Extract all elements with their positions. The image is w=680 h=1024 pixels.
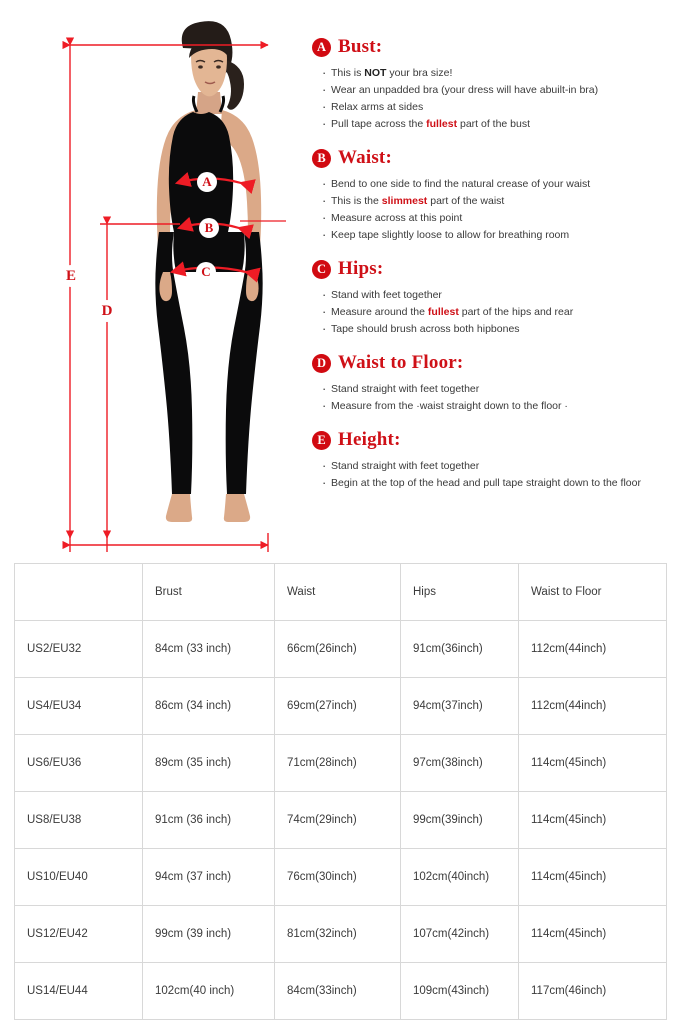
instruction-items	[312, 287, 672, 338]
measurement-cell: 76cm(30inch)	[275, 849, 401, 906]
instruction-item: · This is NOT your bra size!	[322, 65, 672, 82]
table-header-row	[15, 564, 667, 621]
table-header-cell	[15, 564, 143, 621]
instruction-item: · Keep tape slightly loose to allow for breathing room	[322, 227, 672, 244]
measurement-cell: 114cm(45inch)	[519, 849, 667, 906]
instruction-heading	[312, 258, 672, 280]
measurement-cell: 84cm (33 inch)	[143, 621, 275, 678]
measurement-cell: 102cm(40 inch)	[143, 963, 275, 1020]
measurement-cell: 74cm(29inch)	[275, 792, 401, 849]
table-header-cell: Hips	[401, 564, 519, 621]
instruction-block-e	[312, 429, 672, 492]
table-row	[15, 621, 667, 678]
measurement-cell: 86cm (34 inch)	[143, 678, 275, 735]
measurement-cell: 99cm (39 inch)	[143, 906, 275, 963]
table-row	[15, 906, 667, 963]
instruction-title: Waist:	[338, 147, 392, 168]
table-row	[15, 849, 667, 906]
instruction-items	[312, 176, 672, 244]
instruction-heading	[312, 429, 672, 451]
measurement-cell: 107cm(42inch)	[401, 906, 519, 963]
instruction-item: · Pull tape across the fullest part of the bust	[322, 116, 672, 133]
measurement-cell: 114cm(45inch)	[519, 735, 667, 792]
size-chart-table	[14, 563, 667, 1020]
instruction-item: · Tape should brush across both hipbones	[322, 321, 672, 338]
figure-marker-e: E	[60, 265, 82, 287]
instruction-block-a	[312, 36, 672, 133]
bottom-width-bracket	[70, 533, 268, 552]
size-chart-body	[15, 621, 667, 1020]
table-row	[15, 678, 667, 735]
instruction-item: · Measure around the fullest part of the hips and rear	[322, 304, 672, 321]
measurement-cell: 69cm(27inch)	[275, 678, 401, 735]
instructions-list	[312, 36, 672, 506]
measurement-cell: 94cm (37 inch)	[143, 849, 275, 906]
size-chart-table-wrapper	[14, 563, 666, 1020]
instruction-item: · Begin at the top of the head and pull tape straight down to the floor	[322, 475, 672, 492]
measurement-cell: 94cm(37inch)	[401, 678, 519, 735]
size-label-cell: US12/EU42	[15, 906, 143, 963]
measurement-cell: 97cm(38inch)	[401, 735, 519, 792]
table-row	[15, 792, 667, 849]
instruction-item: · Wear an unpadded bra (your dress will have abuilt-in bra)	[322, 82, 672, 99]
instruction-items	[312, 381, 672, 415]
instruction-badge-icon: D	[312, 354, 331, 373]
figure-marker-a: A	[197, 172, 217, 192]
measurement-cell: 109cm(43inch)	[401, 963, 519, 1020]
figure-marker-b: B	[199, 218, 219, 238]
instruction-item: · Measure from the ·waist straight down to the floor ·	[322, 398, 672, 415]
instruction-title: Height:	[338, 429, 401, 450]
table-row	[15, 735, 667, 792]
instruction-block-d	[312, 352, 672, 415]
instruction-block-c	[312, 258, 672, 338]
table-row	[15, 963, 667, 1020]
instruction-badge-icon: C	[312, 260, 331, 279]
measurement-cell: 66cm(26inch)	[275, 621, 401, 678]
instruction-heading	[312, 36, 672, 58]
measurement-cell: 84cm(33inch)	[275, 963, 401, 1020]
measurement-cell: 117cm(46inch)	[519, 963, 667, 1020]
size-chart-header	[15, 564, 667, 621]
measurement-cell: 91cm(36inch)	[401, 621, 519, 678]
measurement-cell: 114cm(45inch)	[519, 906, 667, 963]
size-label-cell: US4/EU34	[15, 678, 143, 735]
instruction-badge-icon: A	[312, 38, 331, 57]
instruction-heading	[312, 147, 672, 169]
measurement-cell: 89cm (35 inch)	[143, 735, 275, 792]
instruction-item: · Relax arms at sides	[322, 99, 672, 116]
table-header-cell: Brust	[143, 564, 275, 621]
table-header-cell: Waist	[275, 564, 401, 621]
size-label-cell: US14/EU44	[15, 963, 143, 1020]
instruction-item: · Stand straight with feet together	[322, 381, 672, 398]
size-label-cell: US2/EU32	[15, 621, 143, 678]
measurement-cell: 99cm(39inch)	[401, 792, 519, 849]
measurement-cell: 114cm(45inch)	[519, 792, 667, 849]
figure-marker-d: D	[96, 300, 118, 322]
instruction-item: · Stand straight with feet together	[322, 458, 672, 475]
model-figure	[0, 0, 300, 560]
measurement-cell: 112cm(44inch)	[519, 678, 667, 735]
size-label-cell: US6/EU36	[15, 735, 143, 792]
instruction-heading	[312, 352, 672, 374]
instruction-item: · Measure across at this point	[322, 210, 672, 227]
size-label-cell: US8/EU38	[15, 792, 143, 849]
instruction-title: Bust:	[338, 36, 383, 57]
size-label-cell: US10/EU40	[15, 849, 143, 906]
instruction-items	[312, 65, 672, 133]
instruction-item: · Stand with feet together	[322, 287, 672, 304]
instruction-badge-icon: B	[312, 149, 331, 168]
measurement-cell: 91cm (36 inch)	[143, 792, 275, 849]
figure-marker-c: C	[196, 262, 216, 282]
instruction-title: Hips:	[338, 258, 384, 279]
instruction-title: Waist to Floor:	[338, 352, 464, 373]
table-header-cell: Waist to Floor	[519, 564, 667, 621]
instruction-items	[312, 458, 672, 492]
measurement-cell: 102cm(40inch)	[401, 849, 519, 906]
instruction-item: · Bend to one side to find the natural crease of your waist	[322, 176, 672, 193]
instruction-badge-icon: E	[312, 431, 331, 450]
measurement-cell: 81cm(32inch)	[275, 906, 401, 963]
instruction-item: · This is the slimmest part of the waist	[322, 193, 672, 210]
measurement-cell: 71cm(28inch)	[275, 735, 401, 792]
instruction-block-b	[312, 147, 672, 244]
measurement-cell: 112cm(44inch)	[519, 621, 667, 678]
